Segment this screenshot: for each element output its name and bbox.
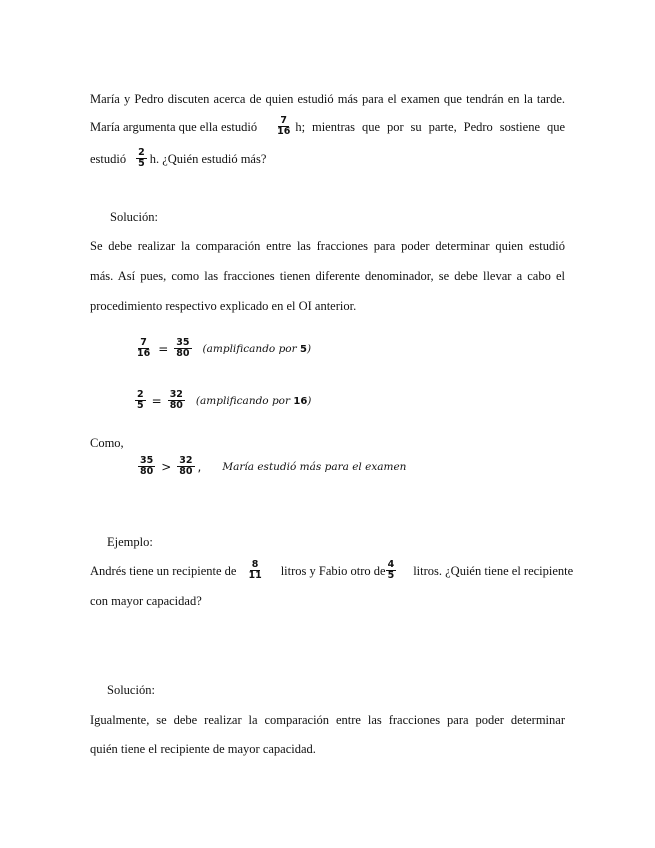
solution-2-heading: Solución: — [107, 683, 155, 697]
problem-line-2-end: h; mientras que por su parte, Pedro sostiene que — [295, 119, 565, 134]
example-line-2: con mayor capacidad? — [90, 594, 202, 608]
solution-line-2: más. Así pues, como las fracciones tienen diferente denominador, se debe llevar a cabo el — [90, 269, 565, 283]
fraction-denominator: 5 — [137, 400, 144, 411]
note-factor: 16 — [293, 395, 308, 407]
fraction-numerator: 4 — [387, 559, 395, 570]
problem-line-2 — [90, 116, 565, 137]
comparison-label: Como, — [90, 436, 124, 450]
solution-line-1: Se debe realizar la comparación entre las fracciones para poder determinar quien estudió — [90, 239, 565, 253]
fraction-maria — [275, 116, 292, 137]
fraction-numerator: 32 — [179, 455, 193, 466]
problem-line-2-start: María argumenta que ella estudió — [90, 119, 258, 134]
fraction-numerator: 35 — [176, 337, 190, 348]
equals-sign: = — [158, 341, 169, 356]
solution-2-line-1: Igualmente, se debe realizar la comparación entre las fracciones para poder determinar — [90, 713, 565, 727]
fraction-numerator: 2 — [138, 147, 145, 158]
fraction-rhs — [168, 390, 185, 411]
fraction-andres — [246, 560, 263, 581]
comparison-expression — [135, 456, 406, 477]
fraction-denominator: 80 — [169, 400, 183, 411]
amplification-note — [196, 395, 311, 407]
fraction-rhs — [177, 456, 194, 477]
fraction-numerator: 7 — [140, 337, 147, 348]
equation-amplify-2 — [132, 390, 311, 411]
note-factor: 5 — [299, 343, 307, 355]
fraction-numerator: 35 — [140, 455, 154, 466]
fraction-denominator: 16 — [277, 126, 291, 137]
solution-heading: Solución: — [110, 210, 158, 224]
comma: , — [197, 459, 202, 474]
comparison-conclusion: María estudió más para el examen — [222, 460, 407, 473]
note-close: ) — [306, 342, 312, 355]
equation-amplify-1 — [132, 338, 311, 359]
problem-line-1: María y Pedro discuten acerca de quien estudió más para el examen que tendrán en la tarde. — [90, 92, 565, 106]
amplification-note — [203, 343, 312, 355]
note-text: (amplificando por — [195, 394, 291, 407]
example-heading: Ejemplo: — [107, 535, 153, 549]
fraction-numerator: 7 — [280, 115, 287, 126]
fraction-denominator: 5 — [387, 570, 395, 581]
solution-line-3: procedimiento respectivo explicado en el OI anterior. — [90, 299, 357, 313]
equals-sign: = — [151, 393, 162, 408]
fraction-denominator: 16 — [137, 348, 151, 359]
note-text: (amplificando por — [202, 342, 297, 355]
problem-line-3-start: estudió — [90, 151, 127, 166]
fraction-numerator: 32 — [169, 389, 183, 400]
fraction-lhs — [135, 338, 152, 359]
fraction-denominator: 80 — [176, 348, 190, 359]
fraction-lhs — [138, 456, 155, 477]
problem-line-3 — [90, 148, 565, 169]
fraction-numerator: 8 — [251, 559, 259, 570]
example-line-1-start: Andrés tiene un recipiente de — [90, 563, 237, 578]
fraction-denominator: 5 — [138, 158, 145, 169]
fraction-pedro — [136, 148, 147, 169]
fraction-lhs — [135, 390, 146, 411]
example-line-1-middle: litros y Fabio otro de — [280, 563, 386, 578]
problem-line-3-end: h. ¿Quién estudió más? — [149, 151, 267, 166]
example-line-1-end: litros. ¿Quién tiene el recipiente — [413, 563, 574, 578]
fraction-denominator: 11 — [248, 570, 262, 581]
solution-2-line-2: quién tiene el recipiente de mayor capacidad. — [90, 742, 316, 756]
fraction-rhs — [174, 338, 191, 359]
greater-than-sign: > — [161, 459, 172, 474]
fraction-denominator: 80 — [140, 466, 154, 477]
fraction-denominator: 80 — [179, 466, 193, 477]
fraction-fabio — [386, 560, 397, 581]
fraction-numerator: 2 — [137, 389, 144, 400]
example-line-1 — [90, 559, 574, 581]
note-close: ) — [307, 394, 312, 407]
